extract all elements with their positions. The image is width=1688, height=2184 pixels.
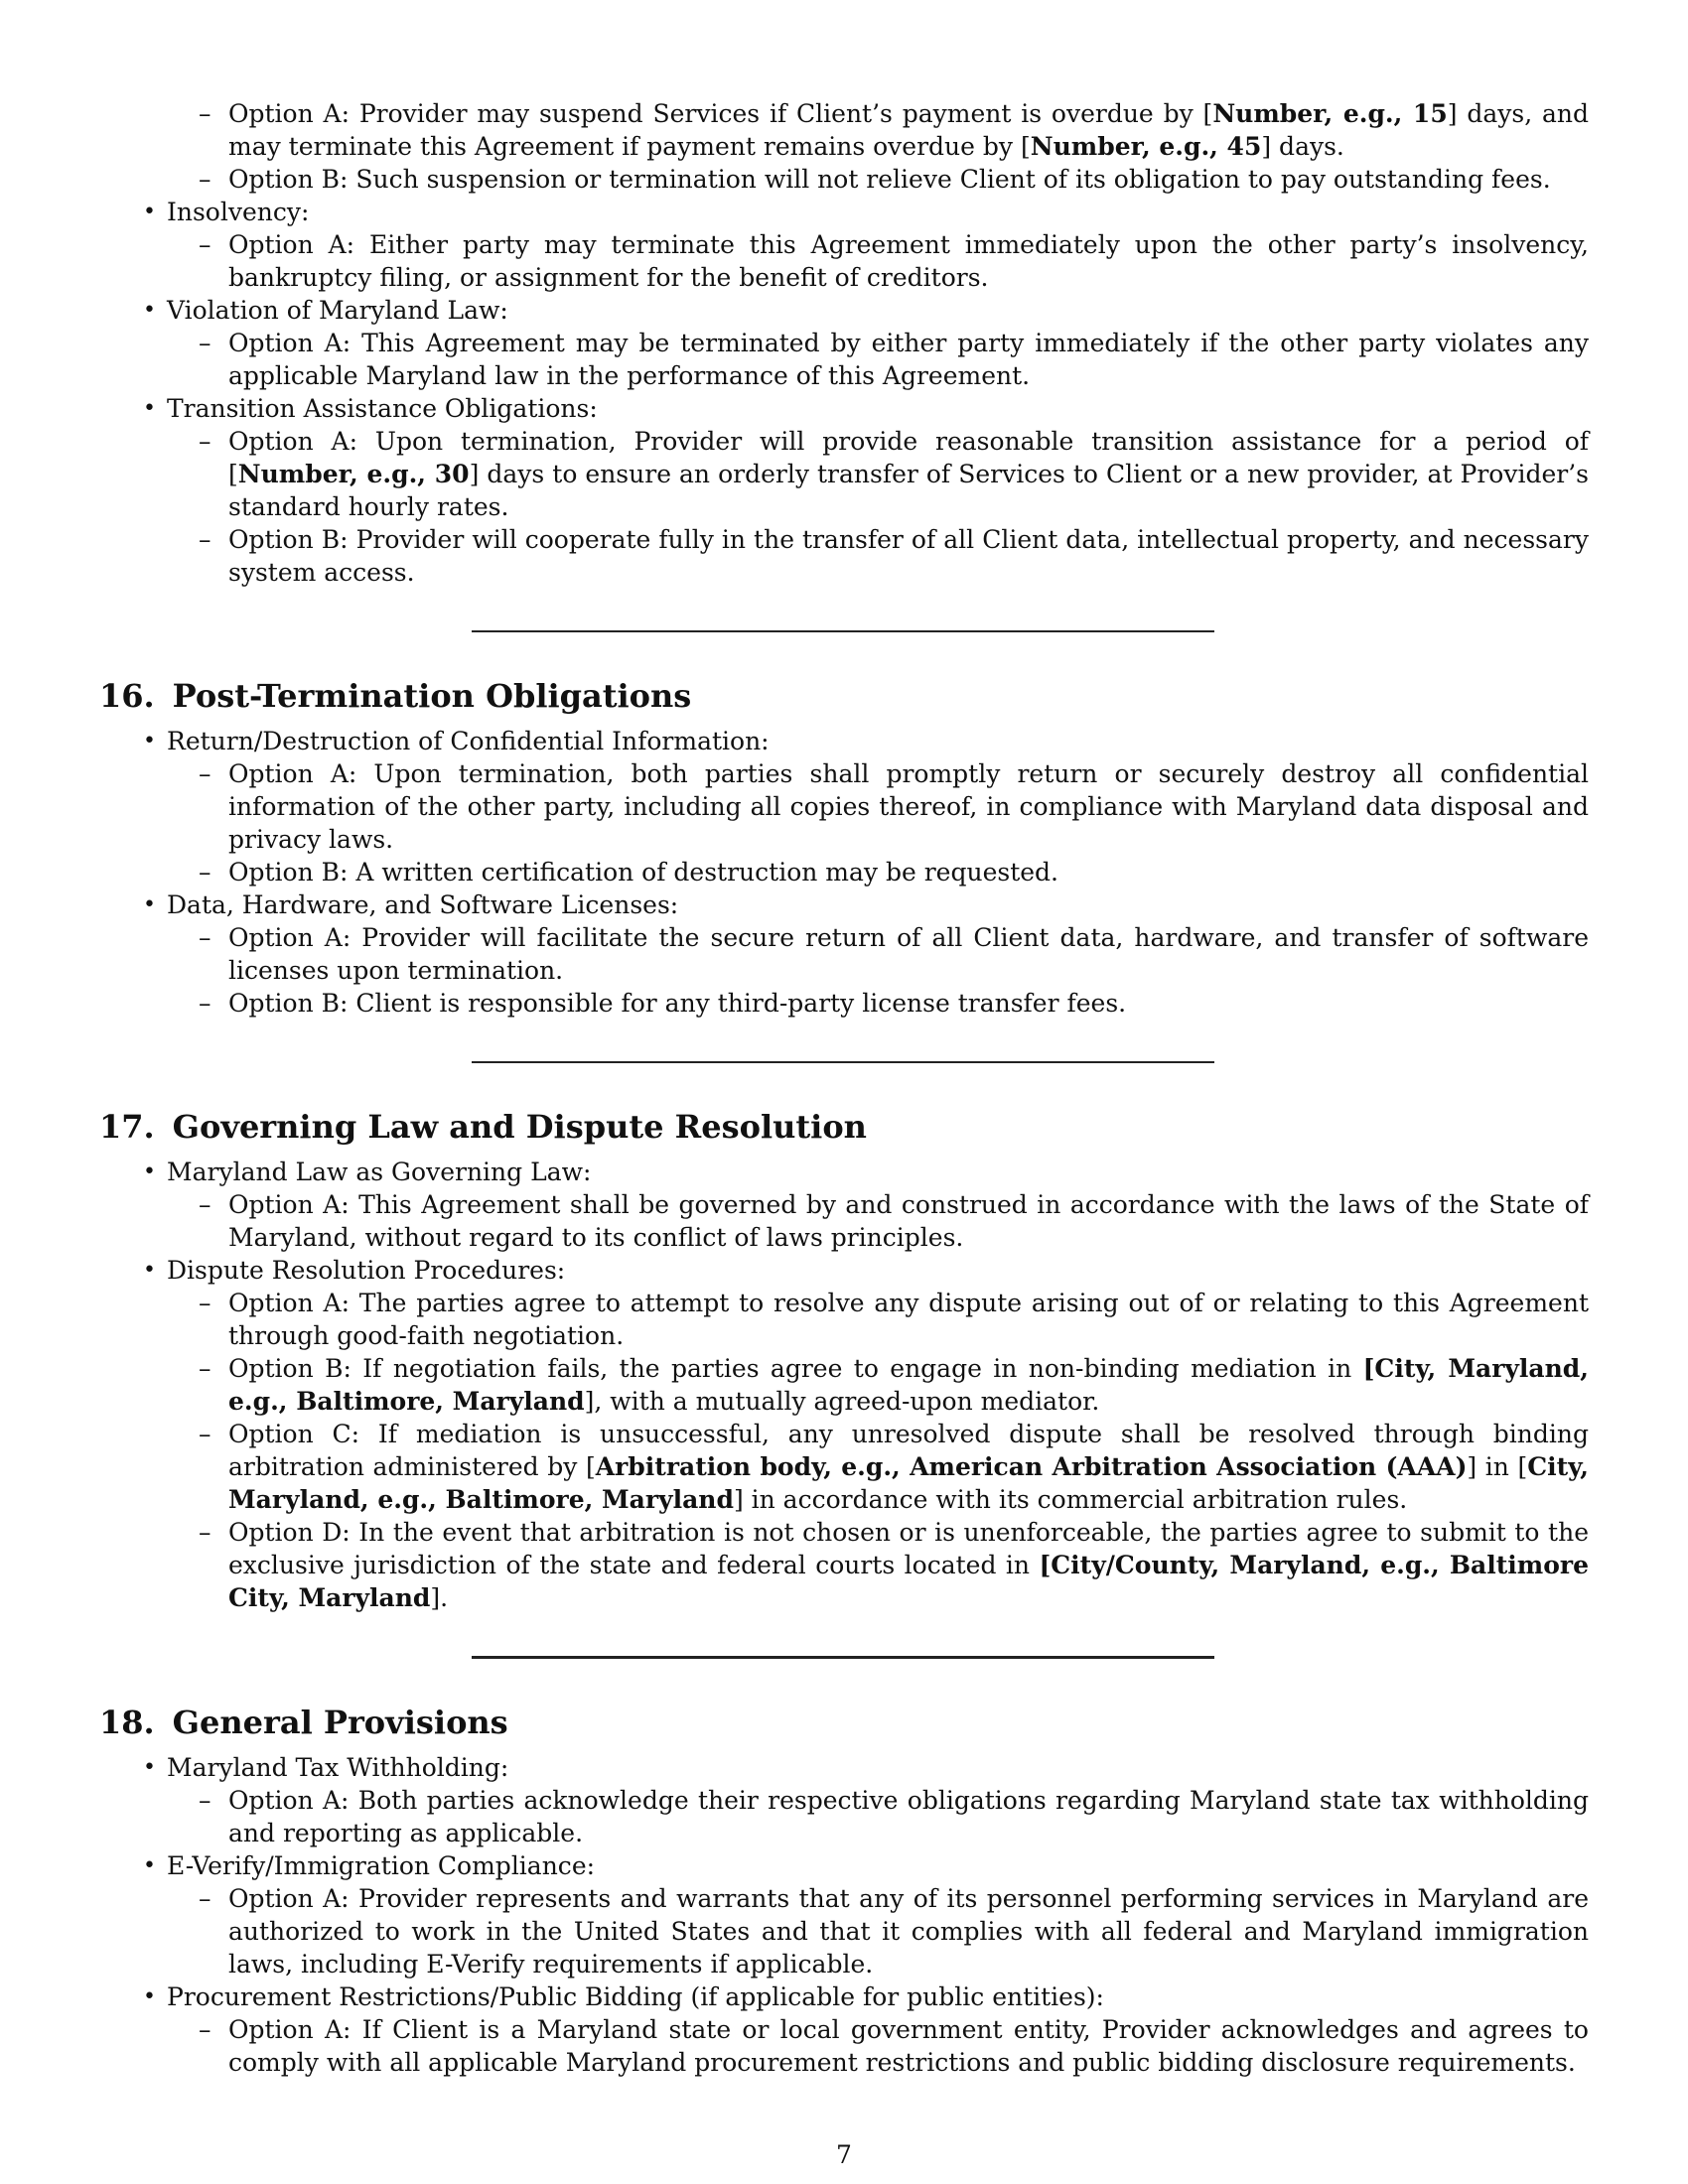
option-item: – Option A: Provider represents and warrants that any of its personnel performing services in Maryland are authorized to work in the United States and that it complies with all federal and Maryland immigration laws, including E-Verify requirements if applicable. [199,1884,1589,1979]
dash-icon: – [199,989,211,1018]
section-list [99,1156,1589,1614]
option-list [167,425,1589,589]
option-item: – Option A: This Agreement may be terminated by either party immediately if the other party violates any applicable Maryland law in the performance of this Agreement. [199,329,1589,390]
section-list [99,725,1589,1020]
option-item: – Option A: Provider may suspend Services if Client’s payment is overdue by [Number, e.g., 15] days, and may terminate this Agreement if payment remains overdue by [Number, e.g., 45] days. [199,99,1589,161]
placeholder-field: Number, e.g., 45 [1030,132,1262,161]
item-label: Dispute Resolution Procedures: [167,1256,566,1285]
dash-icon: – [199,329,211,357]
option-list [167,97,1589,196]
section-divider [472,1656,1214,1659]
option-list [167,1784,1589,1849]
dash-icon: – [199,99,211,128]
bullet-icon: • [143,729,156,753]
bullet-icon: • [143,1258,156,1283]
option-item: – Option C: If mediation is unsuccessful, any unresolved dispute shall be resolved through binding arbitration administered by [Arbitration body, e.g., American Arbitration Association (AAA)] in [City, Maryland, e.g., Baltimore, Maryland] in accordance with its commercial arbitration rules. [199,1420,1589,1514]
section-heading [99,676,1589,716]
option-item: – Option A: This Agreement shall be governed by and construed in accordance with the laws of the State of Maryland, without regard to its conflict of laws principles. [199,1190,1589,1252]
list-item [143,1751,1589,1849]
dash-icon: – [199,1190,211,1219]
section-number: 17. [99,1108,155,1146]
item-label: Return/Destruction of Confidential Information: [167,727,770,755]
item-label: Insolvency: [167,198,310,226]
option-list [167,327,1589,392]
dash-icon: – [199,923,211,952]
option-list [167,921,1589,1020]
section-title: Governing Law and Dispute Resolution [172,1108,867,1146]
bullet-icon: • [143,1160,156,1184]
item-label: Maryland Law as Governing Law: [167,1158,592,1186]
bullet-icon: • [143,1853,156,1878]
section-title: General Provisions [172,1704,508,1741]
bullet-icon: • [143,200,156,224]
section-number: 16. [99,677,155,715]
item-label: Procurement Restrictions/Public Bidding (if applicable for public entities): [167,1982,1104,2011]
bullet-icon: • [143,396,156,421]
section-heading [99,1107,1589,1147]
option-item: – Option B: If negotiation fails, the parties agree to engage in non-binding mediation in [City, Maryland, e.g., Baltimore, Maryland], with a mutually agreed-upon mediator. [199,1354,1589,1416]
placeholder-field: [City/County, Maryland, e.g., Baltimore City, Maryland [228,1551,1589,1612]
page-number: 7 [836,2140,852,2169]
list-item [143,1156,1589,1254]
option-list [167,1287,1589,1614]
option-item: – Option A: Provider will facilitate the secure return of all Client data, hardware, and transfer of software licenses upon termination. [199,923,1589,985]
list-item [143,294,1589,392]
dash-icon: – [199,1518,211,1547]
option-list [167,1882,1589,1980]
option-list [167,757,1589,888]
item-label: Transition Assistance Obligations: [167,394,598,423]
item-label: E-Verify/Immigration Compliance: [167,1851,596,1880]
list-item [143,196,1589,294]
dash-icon: – [199,525,211,554]
list-item [143,725,1589,888]
section-heading [99,1703,1589,1742]
bullet-icon: • [143,1755,156,1780]
document-page [99,97,1589,2079]
bullet-icon: • [143,1984,156,2009]
section-divider [472,630,1214,632]
option-list [167,228,1589,294]
item-label: Data, Hardware, and Software Licenses: [167,890,679,919]
bullet-icon: • [143,892,156,917]
option-item: – Option A: Either party may terminate this Agreement immediately upon the other party’s insolvency, bankruptcy filing, or assignment for the benefit of creditors. [199,230,1589,292]
placeholder-field: [City, Maryland, e.g., Baltimore, Maryland [228,1354,1589,1416]
option-item: – Option A: If Client is a Maryland state or local government entity, Provider acknowledges and agrees to comply with all applicable Maryland procurement restrictions and public bidding disclosure requirements. [199,2015,1589,2077]
list-item [143,1254,1589,1614]
option-list [167,2013,1589,2079]
dash-icon: – [199,1420,211,1448]
dash-icon: – [199,858,211,887]
item-label: Violation of Maryland Law: [167,296,508,325]
list-item [143,1980,1589,2079]
option-item: – Option B: Such suspension or termination will not relieve Client of its obligation to pay outstanding fees. [199,165,1551,194]
dash-icon: – [199,759,211,788]
section-number: 18. [99,1704,155,1741]
dash-icon: – [199,1786,211,1815]
list-item [143,1849,1589,1980]
section-list [99,1751,1589,2079]
option-item: – Option A: Upon termination, both parties shall promptly return or securely destroy all confidential information of the other party, including all copies thereof, in compliance with Maryland data disposal and privacy laws. [199,759,1589,854]
option-item: – Option D: In the event that arbitration is not chosen or is unenforceable, the parties agree to submit to the exclusive jurisdiction of the state and federal courts located in [City/County, Maryland, e.g., Baltimore City, Maryland]. [199,1518,1589,1612]
section-divider [472,1061,1214,1063]
list-item [143,888,1589,1020]
item-label: Maryland Tax Withholding: [167,1753,509,1782]
placeholder-field: Number, e.g., 15 [1212,99,1448,128]
dash-icon: – [199,1289,211,1317]
option-item: – Option A: Upon termination, Provider will provide reasonable transition assistance for a period of [Number, e.g., 30] days to ensure an orderly transfer of Services to Client or a new provider, at Provider’s standard hourly rates. [199,427,1589,521]
option-item: – Option B: A written certification of destruction may be requested. [199,858,1058,887]
option-item: – Option B: Client is responsible for any third-party license transfer fees. [199,989,1127,1018]
list-item [167,97,1589,196]
dash-icon: – [199,230,211,259]
option-item: – Option B: Provider will cooperate fully in the transfer of all Client data, intellectual property, and necessary system access. [199,525,1589,587]
dash-icon: – [199,165,211,194]
continued-termination-list [99,97,1589,589]
option-item: – Option A: Both parties acknowledge their respective obligations regarding Maryland state tax withholding and reporting as applicable. [199,1786,1589,1847]
dash-icon: – [199,1884,211,1913]
dash-icon: – [199,2015,211,2044]
dash-icon: – [199,1354,211,1383]
section-title: Post-Termination Obligations [172,677,692,715]
option-item: – Option A: The parties agree to attempt to resolve any dispute arising out of or relating to this Agreement through good-faith negotiation. [199,1289,1589,1350]
placeholder-field: Arbitration body, e.g., American Arbitration Association (AAA) [595,1452,1468,1481]
dash-icon: – [199,427,211,456]
list-item [143,392,1589,589]
placeholder-field: Number, e.g., 30 [237,460,470,488]
sections-container [99,630,1589,2079]
placeholder-field: City, Maryland, e.g., Baltimore, Maryland [228,1452,1589,1514]
bullet-icon: • [143,298,156,323]
option-list [167,1188,1589,1254]
